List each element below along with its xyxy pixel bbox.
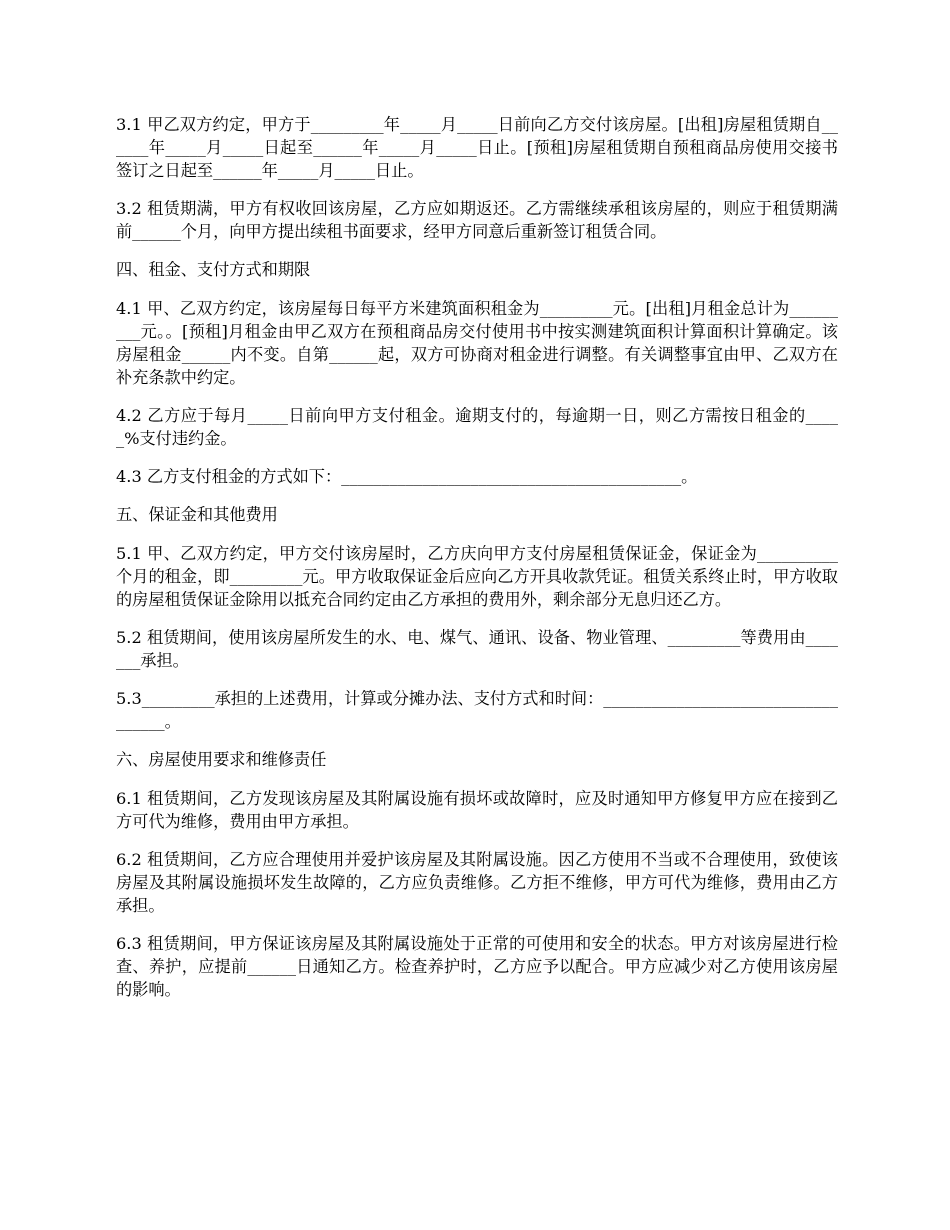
section-heading-rent: 四、租金、支付方式和期限 xyxy=(116,260,311,279)
clause-5-2: 5.2 租赁期间，使用该房屋所发生的水、电、煤气、通讯、设备、物业管理、_________等费用由_______承担。 xyxy=(116,628,838,670)
clause-4-3: 4.3 乙方支付租金的方式如下：__________________________________________。 xyxy=(116,467,698,486)
section-heading-maintenance: 六、房屋使用要求和维修责任 xyxy=(116,750,327,769)
clause-4-2: 4.2 乙方应于每月_____日前向甲方支付租金。逾期支付的，每逾期一日，则乙方需按日租金的_____%支付违约金。 xyxy=(116,406,838,448)
clause-6-1: 6.1 租赁期间，乙方发现该房屋及其附属设施有损坏或故障时，应及时通知甲方修复甲方应在接到乙方可代为维修，费用由甲方承担。 xyxy=(116,789,838,831)
clause-5-1: 5.1 甲、乙双方约定，甲方交付该房屋时，乙方庆向甲方支付房屋租赁保证金，保证金为__________个月的租金，即_________元。甲方收取保证金后应向乙方开具收款凭证。租赁关系终止时，甲方收取的房屋租赁保证金除用以抵充合同约定由乙方承担的费用外，剩余部分无息归还乙方。 xyxy=(116,544,838,609)
section-heading-deposit: 五、保证金和其他费用 xyxy=(116,505,278,524)
clause-3-2: 3.2 租赁期满，甲方有权收回该房屋，乙方应如期返还。乙方需继续承租该房屋的，则应于租赁期满前______个月，向甲方提出续租书面要求，经甲方同意后重新签订租赁合同。 xyxy=(116,199,838,241)
clause-6-2: 6.2 租赁期间，乙方应合理使用并爱护该房屋及其附属设施。因乙方使用不当或不合理使用，致使该房屋及其附属设施损坏发生故障的，乙方应负责维修。乙方拒不维修，甲方可代为维修，费用由乙方承担。 xyxy=(116,850,838,915)
clause-3-1: 3.1 甲乙双方约定，甲方于_________年_____月_____日前向乙方交付该房屋。[出租]房屋租赁期自______年_____月_____日起至______年_____月_____日止。[预租]房屋租赁期自预租商品房使用交接书签订之日起至______年_____月_____日止。 xyxy=(116,115,838,180)
clause-5-3: 5.3_________承担的上述费用，计算或分摊办法、支付方式和时间：___________________________________。 xyxy=(116,689,838,731)
clause-4-1: 4.1 甲、乙双方约定，该房屋每日每平方米建筑面积租金为_________元。[出租]月租金总计为_________元。。[预租]月租金由甲乙双方在预租商品房交付使用书中按实测建筑面积计算面积计算确定。该房屋租金______内不变。自第______起，双方可协商对租金进行调整。有关调整事宜由甲、乙双方在补充条款中约定。 xyxy=(116,299,838,387)
document-page xyxy=(116,113,838,1016)
clause-6-3: 6.3 租赁期间，甲方保证该房屋及其附属设施处于正常的可使用和安全的状态。甲方对该房屋进行检查、养护，应提前______日通知乙方。检查养护时，乙方应予以配合。甲方应减少对乙方使用该房屋的影响。 xyxy=(116,934,838,999)
